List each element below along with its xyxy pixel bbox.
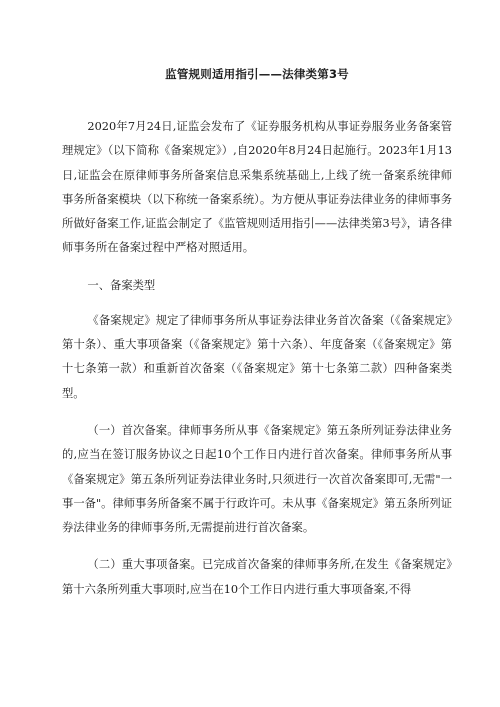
section-heading-filing-types: 一、备案类型 bbox=[87, 278, 156, 292]
initial-filing-paragraph: （一）首次备案。律师事务所从事《备案规定》第五条所列证券法律业务的,应当在签订服务协议之日起10个工作日内进行首次备案。律师事务所从事《备案规定》第五条所列证券法律业务时,只须进行一次首次备案即可,无需"一事一备"。律师事务所备案不属于行政许可。未从事《备案规定》第五条所列证券法律业务的律师事务所,无需提前进行首次备案。 bbox=[62, 423, 452, 535]
filing-types-paragraph: 《备案规定》规定了律师事务所从事证券法律业务首次备案（《备案规定》第十条）、重大事项备案（《备案规定》第十六条）、年度备案（《备案规定》第十七条第一款）和重新首次备案（《备案规定》第十七条第二款）四种备案类型。 bbox=[62, 313, 452, 400]
intro-paragraph: 2020年7月24日,证监会发布了《证券服务机构从事证券服务业务备案管理规定》（以下简称《备案规定》）,自2020年8月24日起施行。2023年1月13日,证监会在原律师事务所备案信息采集系统基础上,上线了统一备案系统律师事务所备案模块（以下称统一备案系统）。为方便从事证券法律业务的律师事务所做好备案工作,证监会制定了《监管规则适用指引——法律类第3号》，请各律师事务所在备案过程中严格对照适用。 bbox=[62, 120, 452, 255]
major-matter-filing-paragraph: （二）重大事项备案。已完成首次备案的律师事务所,在发生《备案规定》第十六条所列重大事项时,应当在10个工作日内进行重大事项备案,不得 bbox=[62, 558, 452, 596]
document-title: 监管规则适用指引——法律类第3号 bbox=[165, 67, 349, 81]
